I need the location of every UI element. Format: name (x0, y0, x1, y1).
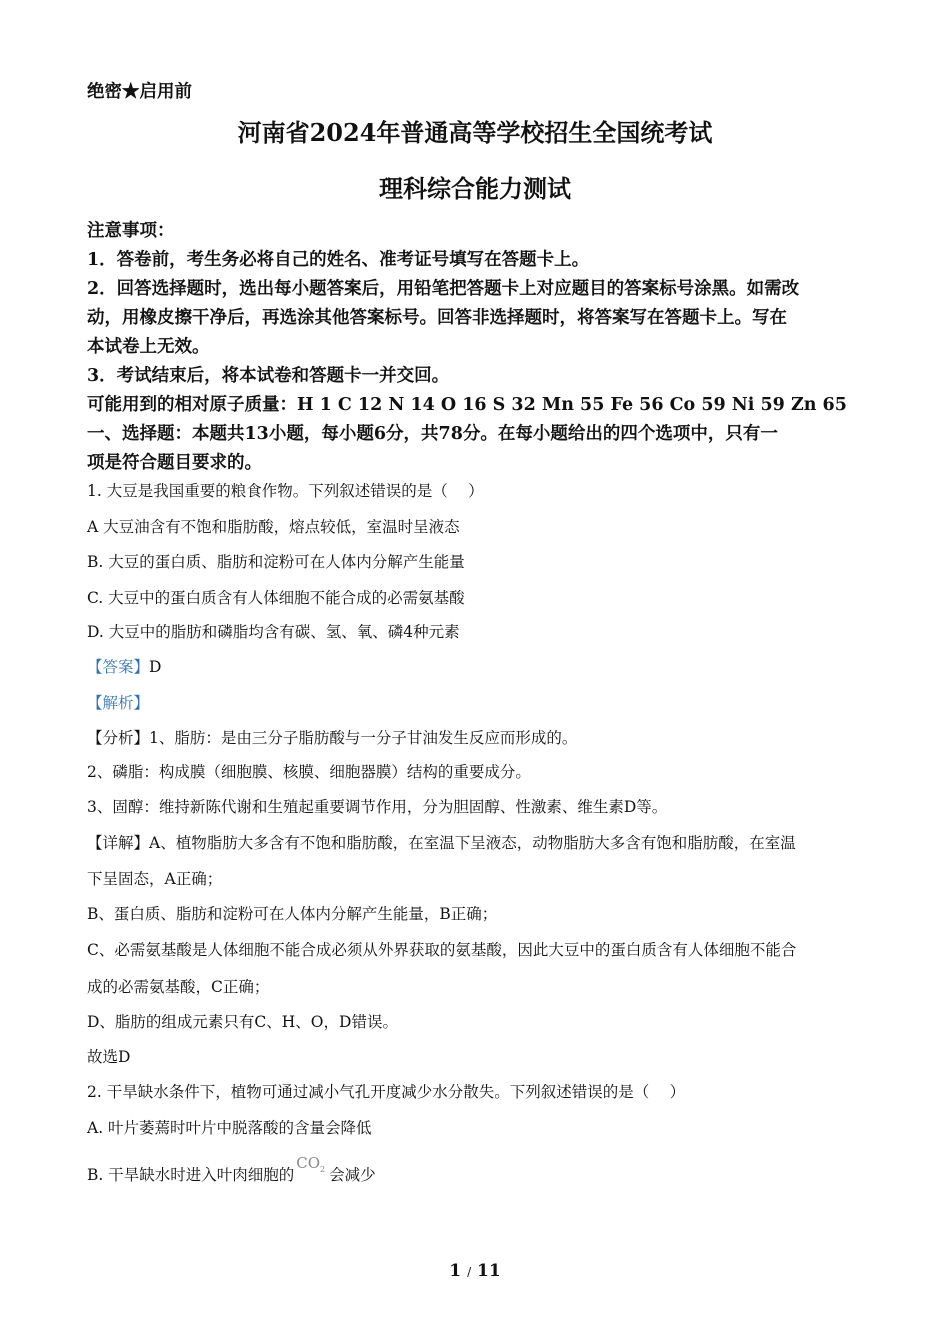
detail-line: 下呈固态，A正确； (87, 870, 223, 888)
question-1-option-b: B. 大豆的蛋白质、脂肪和淀粉可在人体内分解产生能量 (87, 553, 465, 571)
fenxi-text: 1、脂肪：是由三分子脂肪酸与一分子甘油发生反应而形成的。 (149, 729, 578, 747)
notes-line: 1．答卷前，考生务必将自己的姓名、准考证号填写在答题卡上。 (87, 250, 590, 270)
question-1-option-d: D. 大豆中的脂肪和磷脂均含有碳、氢、氧、磷4种元素 (87, 623, 460, 641)
current-page: 1 (449, 1261, 462, 1281)
conclusion-line: 故选D (87, 1048, 131, 1066)
notes-line: 动，用橡皮擦干净后，再选涂其他答案标号。回答非选择题时，将答案写在答题卡上。写在 (87, 308, 787, 328)
analysis-tag: 【解析】 (87, 694, 150, 712)
confidential-label: 绝密★启用前 (87, 82, 192, 102)
detail-text: A、植物脂肪大多含有不饱和脂肪酸，在室温下呈液态，动物脂肪大多含有饱和脂肪酸，在室温 (149, 834, 796, 852)
option-b-text-end: 会减少 (329, 1166, 376, 1184)
document-title: 河南省2024年普通高等学校招生全国统考试 (237, 118, 713, 147)
fenxi-line: 2、磷脂：构成膜（细胞膜、核膜、细胞器膜）结构的重要成分。 (87, 763, 531, 781)
question-2-stem: 2. 干旱缺水条件下，植物可通过减小气孔开度减少水分散失。下列叙述错误的是（ ） (87, 1083, 686, 1101)
detail-line: D、脂肪的组成元素只有C、H、O，D错误。 (87, 1013, 398, 1031)
option-b-text: B. 干旱缺水时进入叶肉细胞的 (87, 1166, 295, 1184)
atomic-masses: 可能用到的相对原子质量：H 1 C 12 N 14 O 16 S 32 Mn 55 Fe 56 Co 59 Ni 59 Zn 65 (87, 395, 847, 415)
notes-line: 本试卷上无效。 (87, 337, 210, 357)
fenxi-line: 3、固醇：维持新陈代谢和生殖起重要调节作用，分为胆固醇、性激素、维生素D等。 (87, 798, 668, 816)
detail-line: C、必需氨基酸是人体细胞不能合成必须从外界获取的氨基酸，因此大豆中的蛋白质含有人体细胞不能合 (87, 941, 797, 959)
detail-line (87, 832, 796, 854)
co2-main: CO (296, 1154, 321, 1172)
detail-line: 成的必需氨基酸，C正确； (87, 978, 270, 996)
fenxi-tag: 【分析】 (87, 729, 150, 747)
question-1-stem: 1. 大豆是我国重要的粮食作物。下列叙述错误的是（ ） (87, 482, 484, 500)
co2-subscript: 2 (320, 1165, 326, 1174)
fenxi-line (87, 727, 577, 749)
answer-line (87, 656, 161, 678)
detail-line: B、蛋白质、脂肪和淀粉可在人体内分解产生能量，B正确； (87, 905, 498, 923)
section-heading: 项是符合题目要求的。 (87, 453, 262, 473)
document-subtitle: 理科综合能力测试 (379, 174, 571, 203)
answer-value: D (149, 658, 162, 676)
question-1-option-c: C. 大豆中的蛋白质含有人体细胞不能合成的必需氨基酸 (87, 589, 465, 607)
co2-formula (296, 1154, 325, 1172)
notes-line: 3．考试结束后，将本试卷和答题卡一并交回。 (87, 366, 450, 386)
section-heading: 一、选择题：本题共13小题，每小题6分，共78分。在每小题给出的四个选项中，只有一 (87, 424, 778, 444)
detail-tag: 【详解】 (87, 834, 150, 852)
page-separator: / (467, 1265, 472, 1279)
page-number (0, 1261, 950, 1281)
answer-tag: 【答案】 (87, 658, 150, 676)
total-pages: 11 (477, 1261, 501, 1281)
question-1-option-a: A 大豆油含有不饱和脂肪酸，熔点较低，室温时呈液态 (87, 518, 460, 536)
notes-heading: 注意事项： (87, 221, 175, 241)
question-2-option-a: A. 叶片萎蔫时叶片中脱落酸的含量会降低 (87, 1119, 372, 1137)
question-2-option-b (87, 1154, 376, 1193)
notes-line: 2．回答选择题时，选出每小题答案后，用铅笔把答题卡上对应题目的答案标号涂黑。如需改 (87, 279, 800, 299)
